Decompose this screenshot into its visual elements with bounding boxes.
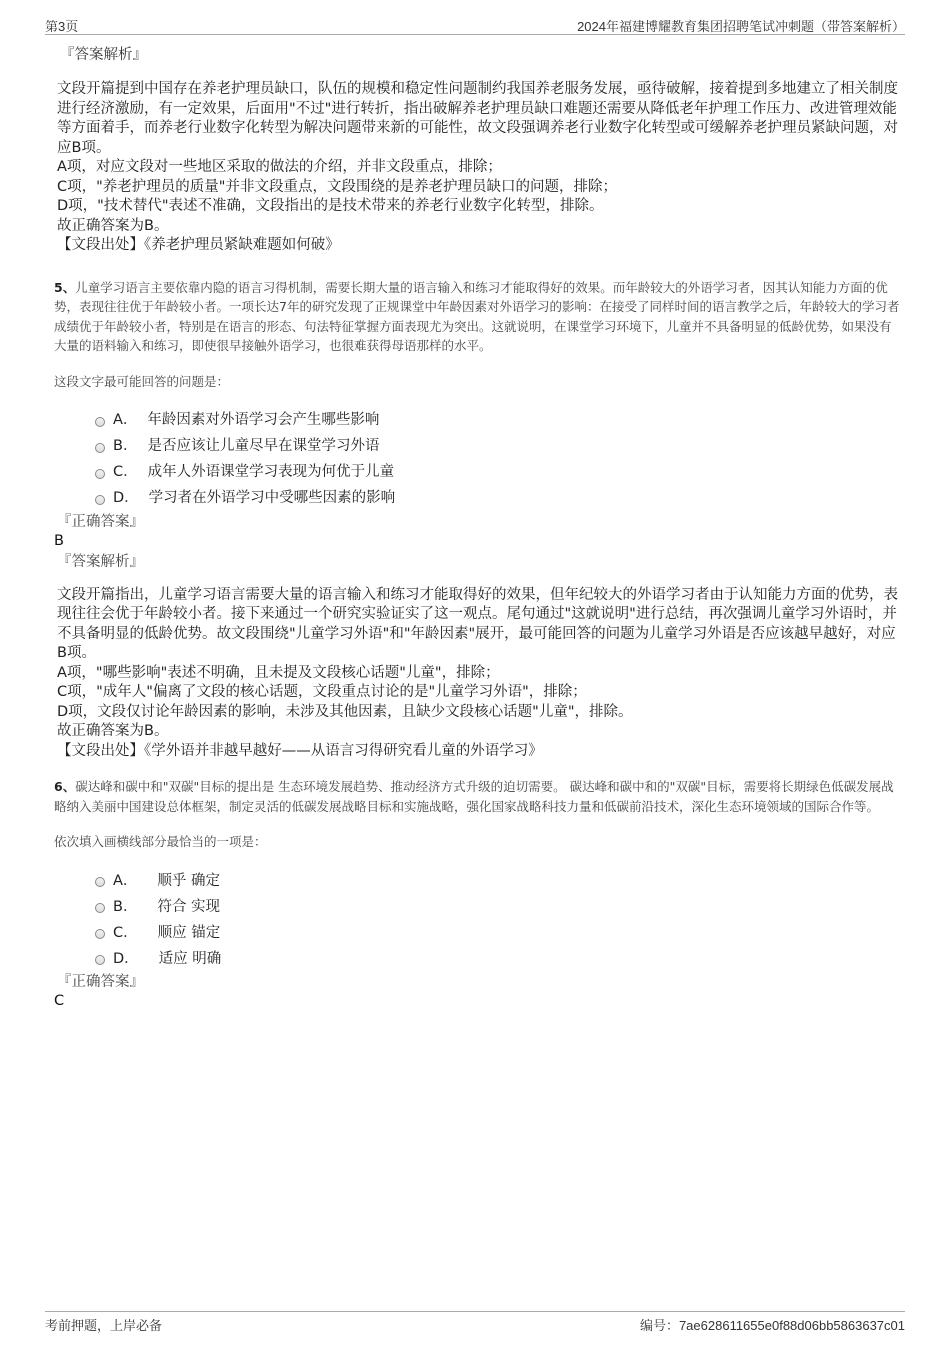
q6-option-a[interactable]: A． 顺乎 确定	[95, 866, 905, 892]
q6-option-c[interactable]: C． 顺应 锚定	[95, 918, 905, 944]
q5-option-a[interactable]: A． 年龄因素对外语学习会产生哪些影响	[95, 406, 905, 432]
q5-source: 【文段出处】《学外语并非越早越好——从语言习得研究看儿童的外语学习》	[57, 742, 543, 759]
q4-option-d-explanation: D项，"技术替代"表述不准确，文段指出的是技术带来的养老行业数字化转型，排除。	[57, 198, 604, 214]
radio-button-icon[interactable]	[95, 495, 105, 505]
q5-option-d[interactable]: D． 学习者在外语学习中受哪些因素的影响	[95, 484, 905, 510]
radio-button-icon[interactable]	[95, 929, 105, 939]
q5-option-b[interactable]: B． 是否应该让儿童尽早在课堂学习外语	[95, 432, 905, 458]
q4-conclusion: 故正确答案为B。	[57, 217, 169, 234]
document-serial: 编号：7ae628611655e0f88d06bb5863637c01	[639, 1318, 905, 1333]
q5-option-c[interactable]: C． 成年人外语课堂学习表现为何优于儿童	[95, 458, 905, 484]
radio-button-icon[interactable]	[95, 877, 105, 887]
radio-button-icon[interactable]	[95, 955, 105, 965]
radio-button-icon[interactable]	[95, 903, 105, 913]
q4-option-c-explanation: C项，"养老护理员的质量"并非文段重点，文段围绕的是养老护理员缺口的问题，排除；	[57, 178, 617, 195]
q5-stem	[54, 278, 902, 356]
radio-button-icon[interactable]	[95, 443, 105, 453]
page-header	[45, 14, 905, 35]
q6-number: 6、	[54, 779, 76, 794]
q4-option-a-explanation: A项，对应文段对一些地区采取的做法的介绍，并非文段重点，排除；	[57, 159, 502, 175]
q5-answer: B	[54, 532, 64, 549]
q4-analysis-text: 文段开篇提到中国存在养老护理员缺口，队伍的规模和稳定性问题制约我国养老服务发展，亟待破解，接着提到多地建立了相关制度进行经济激励，有一定效果，后面用"不过"进行转折，指出破解养老护理员缺口难题还需要从降低老年护理工作压力、改进管理效能等方面着手，而养老行业数字化转型为解决问题带来新的可能性，故文段强调养老行业数字化转型或可缓解养老护理员紧缺问题，对应B项。	[57, 81, 898, 156]
radio-button-icon[interactable]	[95, 417, 105, 427]
page-content	[54, 44, 905, 1010]
q5-option-a-explanation: A项，"哪些影响"表述不明确，且未提及文段核心话题"儿童"，排除；	[57, 664, 500, 681]
q6-answer: C	[54, 993, 65, 1009]
q6-answer-label: 『正确答案』	[57, 974, 144, 990]
q6-options	[95, 866, 905, 970]
q5-option-d-explanation: D项，文段仅讨论年龄因素的影响，未涉及其他因素，且缺少文段核心话题"儿童"，排除。	[57, 703, 633, 720]
q6-stem-text: 碳达峰和碳中和"双碳"目标的提出是 生态环境发展趋势、推动经济方式升级的迫切需要。 碳达峰和碳中和的"双碳"目标，需要将长期绿色低碳发展战略纳入美丽中国建设总体框架，制定灵活的低碳发展战略目标和实施战略，强化国家战略科技力量和低碳前沿技术，深化生态环境领域的国际合作等。	[54, 779, 894, 814]
q4-source: 【文段出处】《养老护理员紧缺难题如何破》	[57, 237, 340, 253]
q6-prompt: 依次填入画横线部分最恰当的一项是：	[54, 834, 267, 849]
footer-slogan: 考前押题，上岸必备	[45, 1318, 163, 1333]
q5-analysis-label: 『答案解析』	[57, 553, 144, 570]
q5-analysis-text: 文段开篇指出，儿童学习语言需要大量的语言输入和练习才能取得好的效果，但年纪较大的外语学习者由于认知能力方面的优势，表现往往会优于年龄较小者。接下来通过一个研究实验证实了这一观点。尾句通过"这就说明"进行总结，再次强调儿童学习外语时，并不具备明显的低龄优势。故文段围绕"儿童学习外语"和"年龄因素"展开，最可能回答的问题为儿童学习外语是否应该越早越好，对应B项。	[57, 586, 898, 661]
q6-stem	[54, 777, 902, 816]
radio-button-icon[interactable]	[95, 469, 105, 479]
page-footer	[45, 1311, 905, 1334]
q5-conclusion: 故正确答案为B。	[57, 723, 169, 739]
q5-option-c-explanation: C项，"成年人"偏离了文段的核心话题，文段重点讨论的是"儿童学习外语"，排除；	[57, 684, 587, 700]
q5-prompt: 这段文字最可能回答的问题是：	[54, 373, 230, 389]
document-title: 2024年福建博耀教育集团招聘笔试冲刺题（带答案解析）	[577, 19, 905, 34]
q6-option-d[interactable]: D． 适应 明确	[95, 944, 905, 970]
q6-option-b[interactable]: B． 符合 实现	[95, 892, 905, 918]
q5-number: 5、	[54, 279, 76, 295]
q5-options	[95, 406, 905, 510]
q5-answer-label: 『正确答案』	[57, 513, 144, 530]
page-number: 第3页	[45, 19, 79, 34]
q5-stem-text: 儿童学习语言主要依靠内隐的语言习得机制，需要长期大量的语言输入和练习才能取得好的效果。而年龄较大的外语学习者，因其认知能力方面的优势，表现往往优于年龄较小者。一项长达7年的研究发现了正规课堂中年龄因素对外语学习的影响：在接受了同样时间的语言教学之后，年龄较大的学习者成绩优于年龄较小者，特别是在语言的形态、句法特征掌握方面表现尤为突出。这就说明，在课堂学习环境下，儿童并不具备明显的低龄优势，如果没有大量的语料输入和练习，即使很早接触外语学习，也很难获得母语那样的水平。	[54, 279, 900, 353]
q4-analysis-label: 『答案解析』	[60, 47, 147, 63]
